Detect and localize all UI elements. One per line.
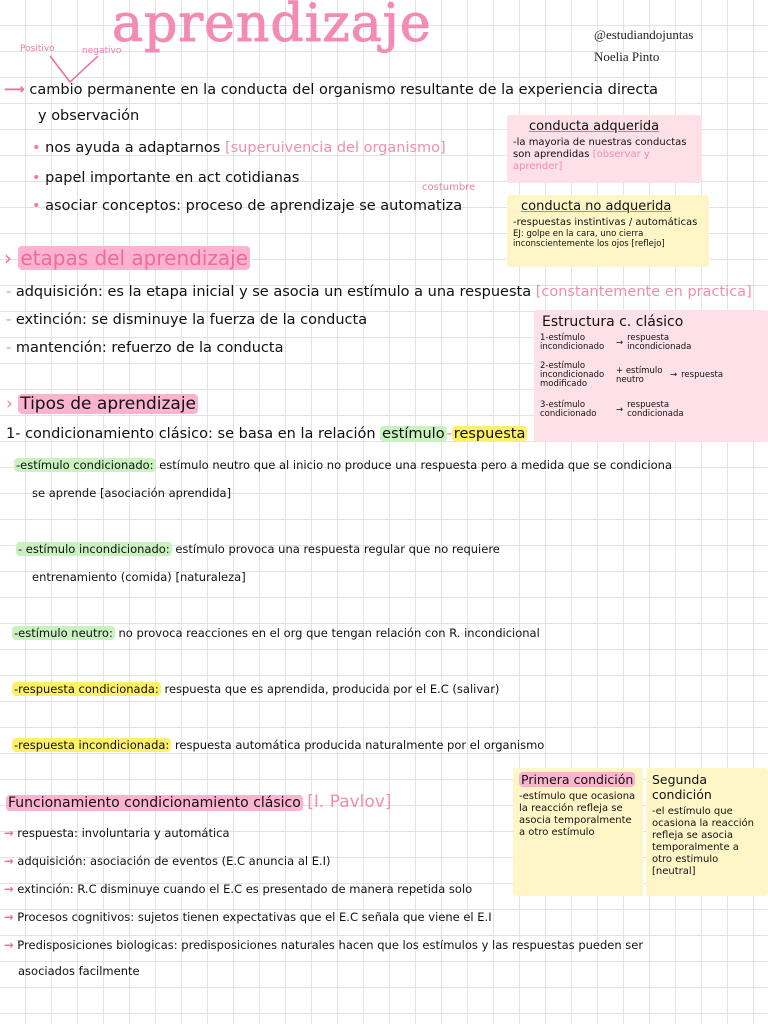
funcionamiento-item-1: → respuesta: involuntaria y automática: [4, 826, 230, 840]
funcionamiento-heading: Funcionamiento condicionamiento clásico [I. Pavlov]: [8, 792, 392, 812]
tipos-ei-line-2: entrenamiento (comida) [naturaleza]: [32, 570, 246, 584]
definition-line: ⟶ cambio permanente en la conducta del organismo resultante de la experiencia directa: [4, 82, 658, 98]
negativo-label: negativo: [82, 46, 122, 56]
intro-bullet-2: • papel importante en act cotidianas: [32, 170, 300, 186]
arrow-right-icon: ⟶: [4, 82, 25, 98]
tipos-heading: › Tipos de aprendizaje: [6, 394, 197, 414]
etapas-item-2: - extinción: se disminuye la fuerza de la conducta: [6, 312, 368, 328]
funcionamiento-item-5b: asociados facilmente: [18, 964, 140, 978]
tipos-rc-line: -respuesta condicionada: respuesta que es aprendida, producida por el E.C (salivar): [14, 682, 500, 696]
intro-bullet-3: • asociar conceptos: proceso de aprendizaje se automatiza: [32, 198, 463, 214]
box-primera-condicion: Primera condición -estímulo que ocasiona la reacción refleja se asocia temporalmente a otro estímulo: [513, 768, 643, 896]
page-title: aprendizaje: [112, 0, 432, 54]
etapas-item-1: - adquisición: es la etapa inicial y se asocia un estímulo a una respuesta [constantemente en practica]: [6, 284, 752, 300]
segunda-condicion-title: Segunda condición: [652, 772, 712, 802]
primera-condicion-title: Primera condición: [521, 772, 634, 787]
box-conducta-adquirida: conducta adquerida -la mayoria de nuestras conductas son aprendidas [observar y aprender]: [507, 115, 702, 183]
box-conducta-no-adquirida: conducta no adquerida -respuestas instintivas / automáticas EJ: golpe en la cara, uno cierra inconscientemente los ojos [reflejo]: [507, 195, 709, 267]
estructura-step-3: 3-estímulo condicionado → respuesta condicionada: [540, 400, 684, 419]
positivo-label: Positivo: [20, 44, 55, 54]
tipos-cc-line: 1- condicionamiento clásico: se basa en la relación estímulo - respuesta: [6, 426, 526, 442]
costumbre-note: costumbre: [422, 182, 476, 193]
definition-line-2: y observación: [38, 108, 140, 124]
box-estructura: Estructura c. clásico 1-estímulo incondicionado → respuesta incondicionada 2-estímulo incondicionado modificado + estímulo neutro → respuesta 3-estímulo condicionado → respuesta condicionada: [534, 310, 768, 442]
box-segunda-condicion: Segunda condición -el estímulo que ocasiona la reacción refleja se asocia temporalmente a otro estimulo [neutral]: [646, 768, 768, 896]
author-name: Noelia Pinto: [594, 49, 660, 64]
tipos-ei-line: - estímulo incondicionado: estímulo provoca una respuesta regular que no requiere: [18, 542, 500, 556]
funcionamiento-item-3: → extinción: R.C disminuye cuando el E.C es presentado de manera repetida solo: [4, 882, 473, 896]
tipos-en-line: -estímulo neutro: no provoca reacciones en el org que tengan relación con R. incondicional: [14, 626, 540, 640]
funcionamiento-item-5: → Predisposiciones biologicas: predisposiciones naturales hacen que los estímulos y las respuestas pueden ser: [4, 938, 644, 952]
funcionamiento-item-4: → Procesos cognitivos: sujetos tienen expectativas que el E.C señala que viene el E.I: [4, 910, 492, 924]
tipos-ri-line: -respuesta incondicionada: respuesta automática producida naturalmente por el organismo: [14, 738, 545, 752]
tipos-ec-line-2: se aprende [asociación aprendida]: [32, 486, 232, 500]
intro-bullet-1: • nos ayuda a adaptarnos [superuivencia del organismo]: [32, 140, 446, 156]
estructura-step-1: 1-estímulo incondicionado → respuesta incondicionada: [540, 333, 692, 352]
author-handle: @estudiandojuntas: [594, 27, 694, 42]
estructura-step-2: 2-estímulo incondicionado modificado + estímulo neutro → respuesta: [540, 361, 724, 389]
etapas-heading: › etapas del aprendizaje: [4, 246, 248, 270]
etapas-item-3: - mantención: refuerzo de la conducta: [6, 340, 284, 356]
tipos-ec-line: -estímulo condicionado: estímulo neutro que al inicio no produce una respuesta pero a medida que se condiciona: [16, 458, 672, 472]
funcionamiento-item-2: → adquisición: asociación de eventos (E.C anuncia al E.I): [4, 854, 331, 868]
